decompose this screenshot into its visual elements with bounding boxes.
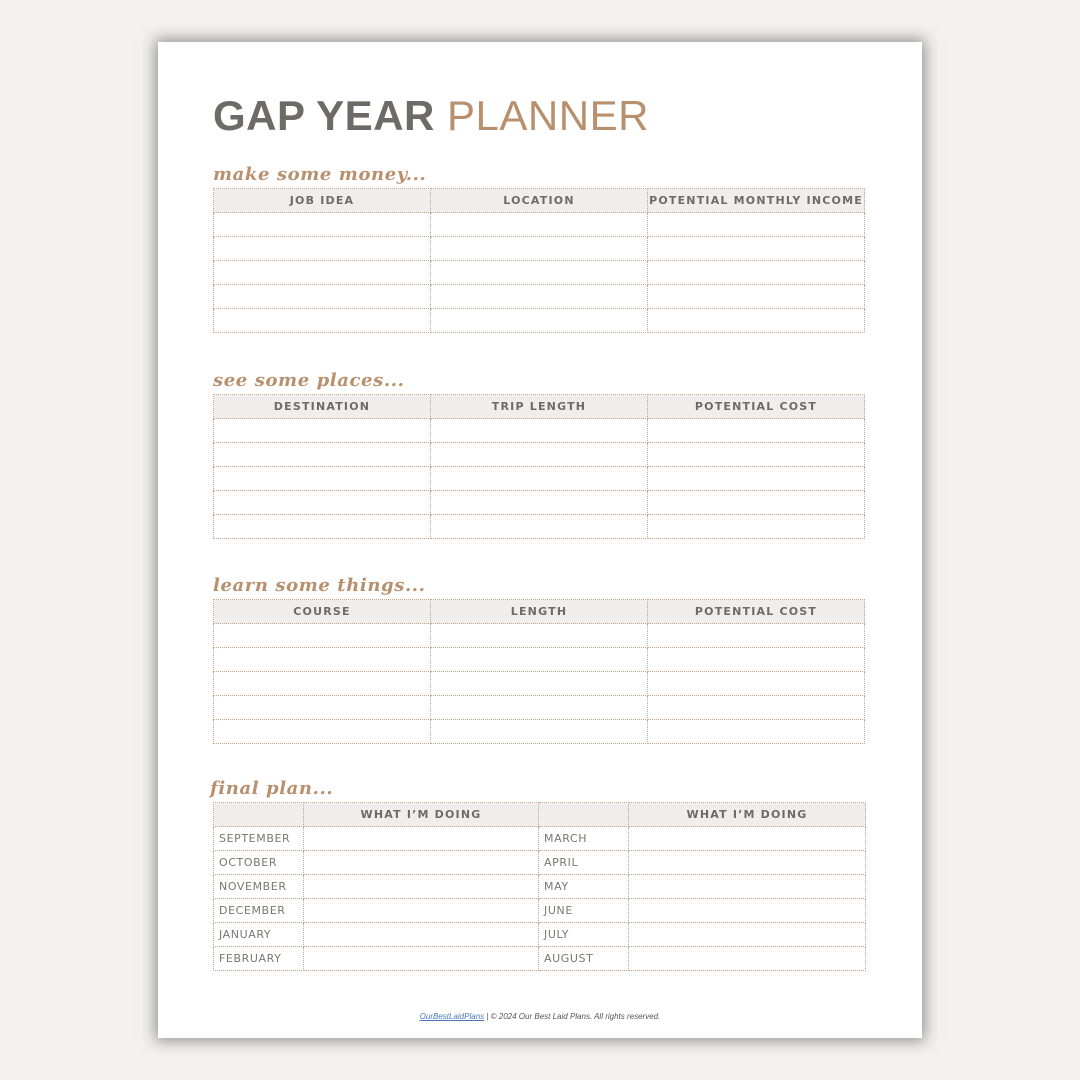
table-row [214, 696, 865, 720]
month-label: JUNE [539, 899, 629, 923]
table-row [214, 851, 866, 875]
footer [158, 1012, 922, 1021]
table-row [214, 309, 865, 333]
table-cell[interactable] [648, 491, 865, 515]
table-cell[interactable] [629, 899, 866, 923]
table-cell[interactable] [629, 923, 866, 947]
table-cell[interactable] [214, 624, 431, 648]
plan-header-row [214, 803, 866, 827]
month-label: JANUARY [214, 923, 304, 947]
table-row [214, 624, 865, 648]
learn-heading: learn some things... [213, 575, 426, 596]
table-cell[interactable] [629, 827, 866, 851]
table-cell[interactable] [304, 875, 539, 899]
table-cell[interactable] [431, 624, 648, 648]
table-cell[interactable] [431, 213, 648, 237]
table-cell[interactable] [629, 947, 866, 971]
plan-month-header-right [539, 803, 629, 827]
table-cell[interactable] [214, 720, 431, 744]
table-cell[interactable] [648, 443, 865, 467]
table-row [214, 419, 865, 443]
table-cell[interactable] [431, 237, 648, 261]
table-row [214, 237, 865, 261]
table-cell[interactable] [648, 720, 865, 744]
footer-copyright: | © 2024 Our Best Laid Plans. All rights reserved. [484, 1012, 661, 1021]
money-col-location: LOCATION [431, 189, 648, 213]
month-label: OCTOBER [214, 851, 304, 875]
month-label: NOVEMBER [214, 875, 304, 899]
table-cell[interactable] [431, 672, 648, 696]
table-cell[interactable] [648, 624, 865, 648]
table-cell[interactable] [648, 648, 865, 672]
learn-table [213, 599, 865, 744]
plan-heading: final plan... [210, 778, 334, 799]
table-cell[interactable] [431, 443, 648, 467]
table-cell[interactable] [431, 285, 648, 309]
table-cell[interactable] [431, 467, 648, 491]
footer-link[interactable]: OurBestLaidPlans [419, 1012, 485, 1021]
table-cell[interactable] [304, 923, 539, 947]
month-label: AUGUST [539, 947, 629, 971]
table-row [214, 467, 865, 491]
table-row [214, 285, 865, 309]
table-cell[interactable] [648, 672, 865, 696]
money-heading: make some money... [213, 164, 427, 185]
learn-col-cost: POTENTIAL COST [648, 600, 865, 624]
table-cell[interactable] [431, 491, 648, 515]
table-cell[interactable] [214, 443, 431, 467]
table-cell[interactable] [431, 515, 648, 539]
month-label: DECEMBER [214, 899, 304, 923]
learn-col-length: LENGTH [431, 600, 648, 624]
places-col-destination: DESTINATION [214, 395, 431, 419]
table-cell[interactable] [648, 419, 865, 443]
plan-table [213, 802, 866, 971]
month-label: MARCH [539, 827, 629, 851]
table-cell[interactable] [648, 309, 865, 333]
learn-header-row [214, 600, 865, 624]
learn-col-course: COURSE [214, 600, 431, 624]
table-cell[interactable] [648, 696, 865, 720]
table-cell[interactable] [214, 309, 431, 333]
table-cell[interactable] [648, 261, 865, 285]
table-cell[interactable] [648, 213, 865, 237]
table-row [214, 261, 865, 285]
table-row [214, 515, 865, 539]
plan-month-header-left [214, 803, 304, 827]
table-cell[interactable] [431, 696, 648, 720]
title-light: PLANNER [447, 92, 649, 139]
table-cell[interactable] [648, 515, 865, 539]
month-label: MAY [539, 875, 629, 899]
table-cell[interactable] [214, 285, 431, 309]
table-row [214, 875, 866, 899]
table-row [214, 672, 865, 696]
table-cell[interactable] [214, 467, 431, 491]
plan-col-doing-left: WHAT I’M DOING [304, 803, 539, 827]
table-cell[interactable] [431, 309, 648, 333]
table-cell[interactable] [214, 213, 431, 237]
table-row [214, 899, 866, 923]
money-col-income: POTENTIAL MONTHLY INCOME [648, 189, 865, 213]
month-label: APRIL [539, 851, 629, 875]
table-cell[interactable] [304, 851, 539, 875]
money-header-row [214, 189, 865, 213]
planner-page [158, 42, 922, 1038]
month-label: JULY [539, 923, 629, 947]
places-header-row [214, 395, 865, 419]
table-cell[interactable] [214, 696, 431, 720]
page-title [213, 92, 649, 140]
table-cell[interactable] [214, 491, 431, 515]
money-table [213, 188, 865, 333]
table-cell[interactable] [629, 851, 866, 875]
table-row [214, 947, 866, 971]
table-cell[interactable] [304, 947, 539, 971]
table-row [214, 648, 865, 672]
table-cell[interactable] [431, 648, 648, 672]
month-label: FEBRUARY [214, 947, 304, 971]
table-cell[interactable] [304, 899, 539, 923]
table-cell[interactable] [648, 237, 865, 261]
table-cell[interactable] [648, 285, 865, 309]
table-cell[interactable] [214, 237, 431, 261]
table-cell[interactable] [214, 515, 431, 539]
table-cell[interactable] [431, 720, 648, 744]
table-row [214, 443, 865, 467]
table-row [214, 491, 865, 515]
places-heading: see some places... [213, 370, 405, 391]
table-cell[interactable] [648, 467, 865, 491]
table-row [214, 213, 865, 237]
month-label: SEPTEMBER [214, 827, 304, 851]
table-cell[interactable] [214, 261, 431, 285]
table-cell[interactable] [214, 648, 431, 672]
places-table [213, 394, 865, 539]
money-col-job-idea: JOB IDEA [214, 189, 431, 213]
table-cell[interactable] [214, 419, 431, 443]
table-row [214, 923, 866, 947]
table-row [214, 720, 865, 744]
table-cell[interactable] [431, 419, 648, 443]
table-cell[interactable] [629, 875, 866, 899]
table-cell[interactable] [214, 672, 431, 696]
places-col-cost: POTENTIAL COST [648, 395, 865, 419]
plan-col-doing-right: WHAT I’M DOING [629, 803, 866, 827]
table-row [214, 827, 866, 851]
title-bold: GAP YEAR [213, 92, 435, 139]
table-cell[interactable] [304, 827, 539, 851]
places-col-trip-length: TRIP LENGTH [431, 395, 648, 419]
table-cell[interactable] [431, 261, 648, 285]
